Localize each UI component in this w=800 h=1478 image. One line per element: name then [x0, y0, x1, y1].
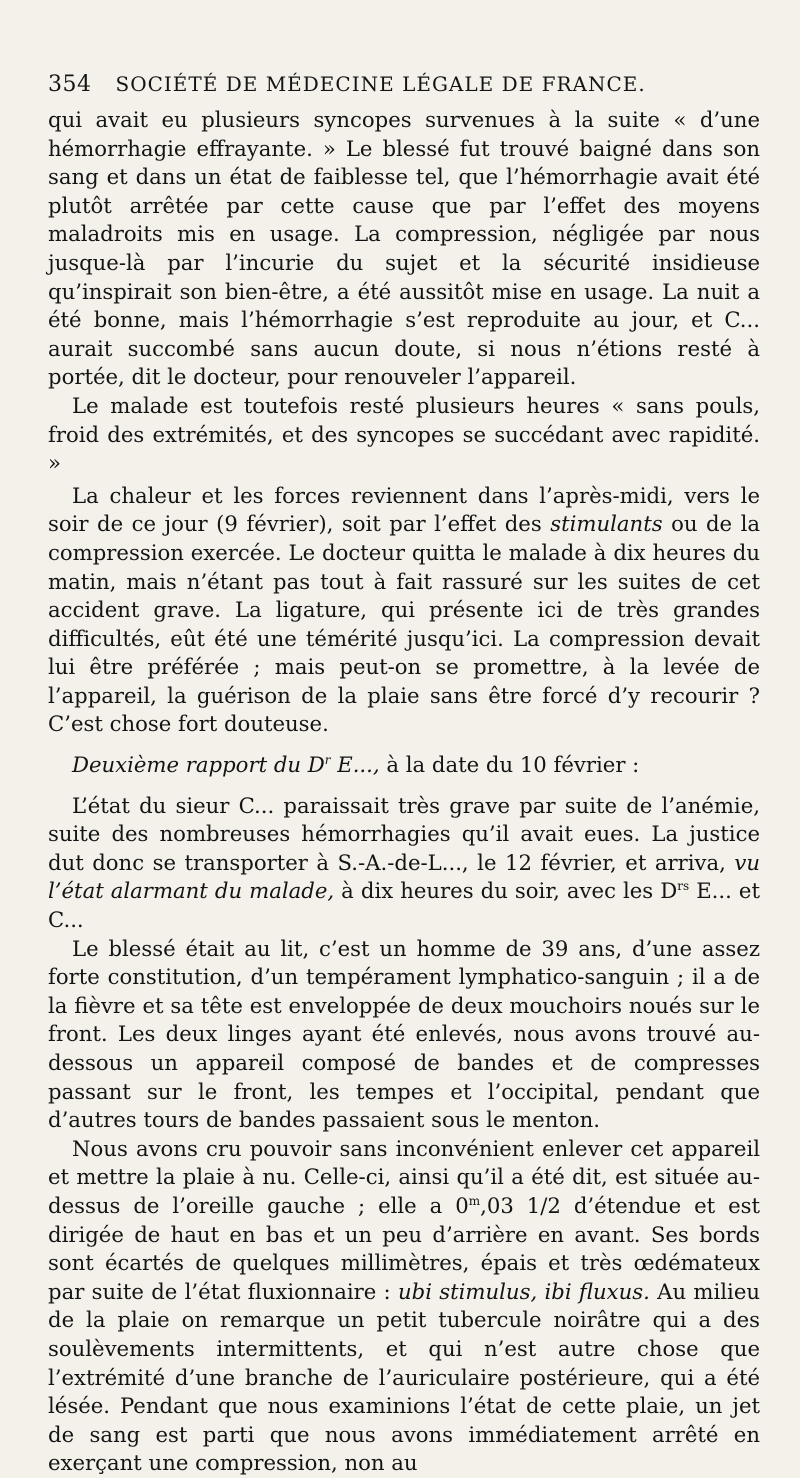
text-segment: Au milieu de la plaie on remarque un petit tubercule noirâtre qui a des soulèvements intermittents, et qui n’est autre chose que l’extrémité d’une branche de l’auriculaire postérieure, qui a été lésée. Pendant que nous examinions l’état de cette plaie, un jet de sang est parti que nous avons immédiatement arrêté en exerçant une compression, non au — [48, 1278, 761, 1476]
text-segment: r — [324, 753, 331, 767]
text-segment: ou de la compression exercée. Le docteur quitta le malade à dix heures du matin, mais n’étant pas tout à fait rassuré sur les suites de cet accident grave. La ligature, qui présente ici de très grandes difficultés, eût été une témérité jusqu’ici. La compression devait lui être préférée ; mais peut-on se promettre, à la levée de l’appareil, la guérison de la plaie sans être forcé d’y recourir ? C’est chose fort douteuse. — [48, 511, 761, 737]
section-heading — [48, 751, 760, 780]
text-segment: Le blessé était au lit, c’est un homme de 39 ans, d’une assez forte constitution, d’un tempérament lymphatico-sanguin ; il a de la fièvre et sa tête est enveloppée de deux mouchoirs noués sur le front. Les deux linges ayant été enlevés, nous avons trouvé au-dessous un appareil composé de bandes et de compresses passant sur le front, les tempes et l’occipital, pendant que d’autres tours de bandes passaient sous le menton. — [48, 935, 760, 1133]
text-segment: E... et C... — [48, 878, 760, 933]
text-segment: ,03 1/2 d’étendue et est dirigée de haut en bas et un peu d’arrière en avant. Ses bords sont écartés de quelques millimètres, épais et très œdémateux par suite de l’état fluxionnaire : — [48, 1192, 761, 1304]
document-page — [48, 72, 760, 1478]
paragraph-7 — [48, 1135, 760, 1478]
body-text — [48, 106, 760, 1478]
text-segment: Nous avons cru pouvoir sans inconvénient enlever cet appareil et mettre la plaie à nu. Celle-ci, ainsi qu’il a été dit, est située au-dessus de l’oreille gauche ; elle a 0 — [48, 1135, 760, 1218]
text-segment: stimulants — [550, 511, 663, 537]
text-segment: ubi stimulus, ibi fluxus. — [397, 1278, 650, 1304]
text-segment: La chaleur et les forces reviennent dans l’après-midi, vers le soir de ce jour (9 février), soit par l’effet des — [48, 482, 760, 537]
running-title: SOCIÉTÉ DE MÉDECINE LÉGALE DE FRANCE. — [115, 72, 646, 96]
text-segment: qui avait eu plusieurs syncopes survenues à la suite « d’une hémorrhagie effrayante. » Le blessé fut trouvé baigné dans son sang et dans un état de faiblesse tel, que l’hémorrhagie avait été plutôt arrêtée par cette cause que par l’effet des moyens maladroits mis en usage. La compression, négligée par nous jusque-là par l’incurie du sujet et la sécurité insidieuse qu’inspirait son bien-être, a été aussitôt mise en usage. La nuit a été bonne, mais l’hémorrhagie s’est reproduite au jour, et C... aurait succombé sans aucun doute, si nous n’étions resté à portée, dit le docteur, pour renouveler l’appareil. — [48, 107, 760, 390]
text-segment: à dix heures du soir, avec les D — [334, 878, 678, 904]
paragraph-2 — [48, 392, 760, 478]
paragraph-3 — [48, 482, 760, 739]
text-segment: L’état du sieur C... paraissait très grave par suite de l’anémie, suite des nombreuses hémorrhagies qu’il avait eues. La justice dut donc se transporter à S.-A.-de-L..., le 12 février, et arriva, — [48, 792, 760, 875]
paragraph-5 — [48, 792, 760, 935]
paragraph-6 — [48, 935, 760, 1135]
page-header — [48, 72, 760, 104]
text-segment: Le malade est toutefois resté plusieurs heures « sans pouls, froid des extrémités, et des syncopes se succédant avec rapidité. » — [48, 392, 760, 476]
text-segment: E..., — [330, 752, 380, 778]
text-segment: rs — [677, 879, 690, 894]
text-segment: à la date du 10 février : — [379, 752, 640, 778]
page-number: 354 — [48, 72, 92, 97]
text-segment: vu l’état alarmant du malade, — [48, 849, 760, 904]
text-segment: Deuxième rapport du D — [72, 752, 325, 778]
text-segment: m — [468, 1193, 481, 1208]
paragraph-1 — [48, 106, 760, 392]
